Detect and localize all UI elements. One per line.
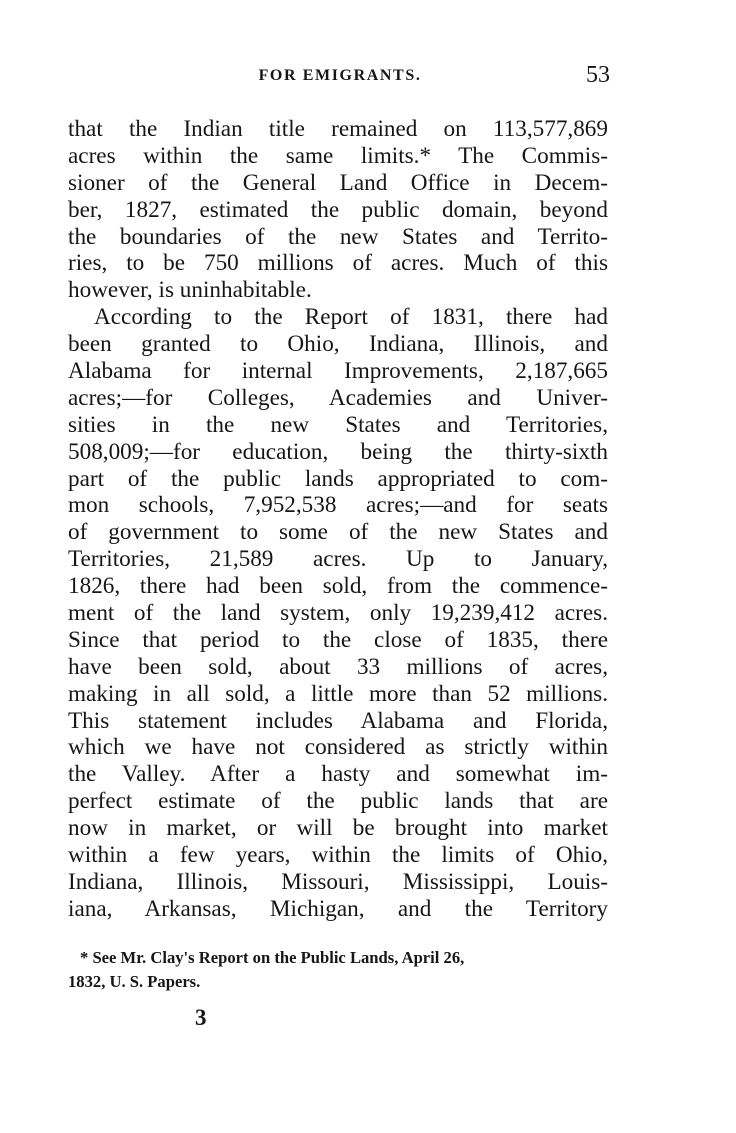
text-line: of government to some of the new States and [68, 519, 608, 546]
running-head [68, 62, 612, 92]
text-line: been granted to Ohio, Indiana, Illinois, and [68, 331, 608, 358]
text-line: which we have not considered as strictly within [68, 734, 608, 761]
text-line: This statement includes Alabama and Florida, [68, 707, 608, 734]
footnote [68, 946, 608, 994]
text-line: acres within the same limits.* The Commis- [68, 142, 608, 169]
text-line: Since that period to the close of 1835, there [68, 626, 608, 653]
signature-mark: 3 [195, 1005, 207, 1030]
text-line: within a few years, within the limits of Ohio, [68, 842, 608, 869]
text-line: that the Indian title remained on 113,577,869 [68, 116, 608, 142]
text-line: mon schools, 7,952,538 acres;—and for seats [68, 492, 608, 519]
text-line: have been sold, about 33 millions of acres, [68, 653, 608, 680]
text-line: the boundaries of the new States and Territo- [68, 223, 608, 250]
text-line: Indiana, Illinois, Missouri, Mississippi, Louis- [68, 868, 608, 895]
paragraph-start-line: According to the Report of 1831, there had [94, 304, 608, 331]
text-line: ber, 1827, estimated the public domain, beyond [68, 196, 608, 223]
running-title: FOR EMIGRANTS. [258, 67, 422, 84]
text-line: 508,009;—for education, being the thirty-sixth [68, 438, 608, 465]
text-line: now in market, or will be brought into market [68, 815, 608, 842]
text-line: ries, to be 750 millions of acres. Much of this [68, 250, 608, 277]
text-line: perfect estimate of the public lands that are [68, 788, 608, 815]
text-line: acres;—for Colleges, Academies and Univer- [68, 384, 608, 411]
text-line: ment of the land system, only 19,239,412 acres. [68, 600, 608, 627]
text-line: Territories, 21,589 acres. Up to January, [68, 546, 608, 573]
body-text [68, 116, 608, 923]
text-line: sioner of the General Land Office in Decem- [68, 169, 608, 196]
footnote-line: 1832, U. S. Papers. [68, 972, 201, 991]
text-line: 1826, there had been sold, from the commence- [68, 573, 608, 600]
text-line: part of the public lands appropriated to com- [68, 465, 608, 492]
text-line: the Valley. After a hasty and somewhat im- [68, 761, 608, 788]
page-number: 53 [586, 62, 610, 88]
text-line: iana, Arkansas, Michigan, and the Territory [68, 895, 608, 922]
text-line: Alabama for internal Improvements, 2,187,665 [68, 358, 608, 385]
text-line: sities in the new States and Territories, [68, 411, 608, 438]
text-line: making in all sold, a little more than 52 millions. [68, 680, 608, 707]
text-line: however, is uninhabitable. [68, 277, 312, 304]
footnote-line: * See Mr. Clay's Report on the Public Lands, April 26, [80, 948, 465, 967]
